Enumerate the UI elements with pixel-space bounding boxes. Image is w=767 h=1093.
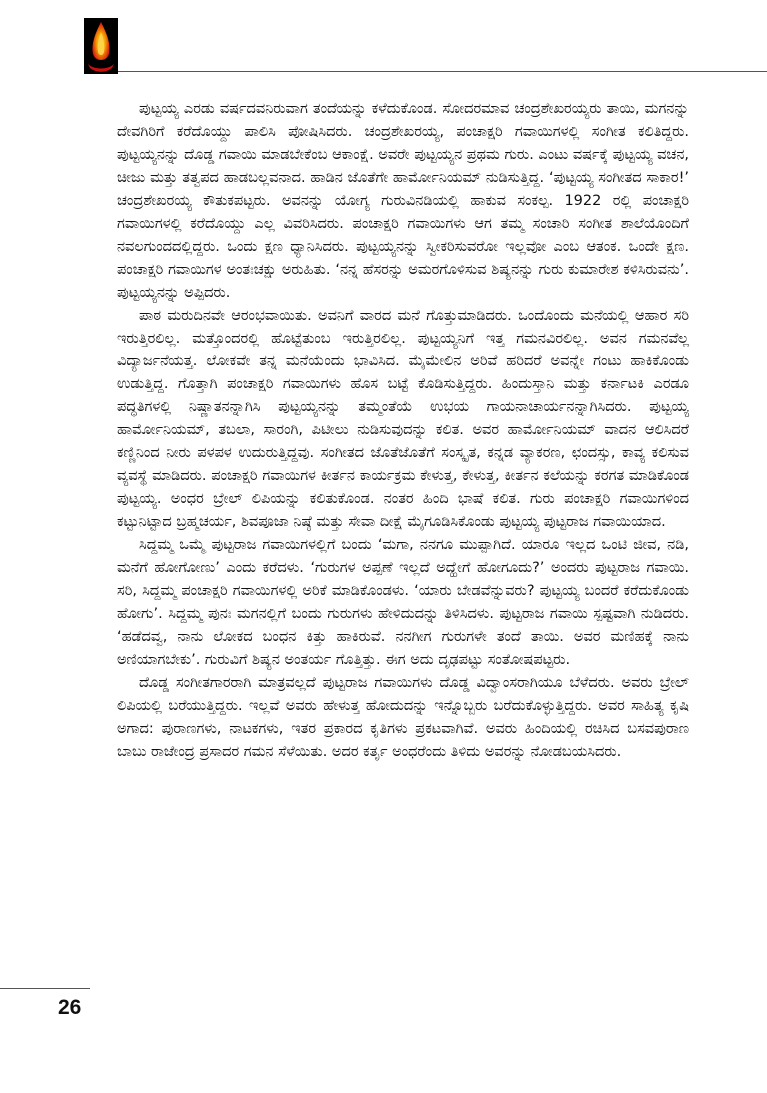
- oil-lamp-flame-logo: [84, 18, 118, 74]
- body-text: [117, 98, 689, 764]
- footer-rule: [0, 988, 90, 989]
- page-number: 26: [58, 996, 82, 1019]
- paragraph: ಪಾಠ ಮರುದಿನವೇ ಆರಂಭವಾಯಿತು. ಅವನಿಗೆ ವಾರದ ಮನೆ ಗೊತ್ತುಮಾಡಿದರು. ಒಂದೊಂದು ಮನೆಯಲ್ಲಿ ಆಹಾರ ಸರಿ ಇರುತ್ತಿರಲಿಲ್ಲ. ಮತ್ತೊಂದರಲ್ಲಿ ಹೊಟ್ಟೆತುಂಬ ಇರುತ್ತಿರಲಿಲ್ಲ. ಪುಟ್ಟಯ್ಯನಿಗೆ ಇತ್ತ ಗಮನವಿರಲಿಲ್ಲ. ಅವನ ಗಮನವೆಲ್ಲ ವಿದ್ಯಾರ್ಜನೆಯತ್ತ. ಲೋಕವೇ ತನ್ನ ಮನೆಯೆಂದು ಭಾವಿಸಿದ. ಮೈಮೇಲಿನ ಅರಿವೆ ಹರಿದರೆ ಅವನ್ನೇ ಗಂಟು ಹಾಕಿಕೊಂಡು ಉಡುತ್ತಿದ್ದ. ಗೊತ್ತಾಗಿ ಪಂಚಾಕ್ಷರಿ ಗವಾಯಿಗಳು ಹೊಸ ಬಟ್ಟೆ ಕೊಡಿಸುತ್ತಿದ್ದರು. ಹಿಂದುಸ್ತಾನಿ ಮತ್ತು ಕರ್ನಾಟಕಿ ಎರಡೂ ಪದ್ಧತಿಗಳಲ್ಲಿ ನಿಷ್ಣಾತನನ್ನಾಗಿಸಿ ಪುಟ್ಟಯ್ಯನನ್ನು ತಮ್ಮಂತೆಯೆ ಉಭಯ ಗಾಯನಾಚಾರ್ಯನನ್ನಾಗಿಸಿದರು. ಪುಟ್ಟಯ್ಯ ಹಾರ್ಮೋನಿಯಮ್, ತಬಲಾ, ಸಾರಂಗಿ, ಪಿಟೀಲು ನುಡಿಸುವುದನ್ನು ಕಲಿತ. ಅವರ ಹಾರ್ಮೋನಿಯಮ್ ವಾದನ ಆಲಿಸಿದರೆ ಕಣ್ಣಿನಿಂದ ನೀರು ಪಳಪಳ ಉದುರುತ್ತಿದ್ದವು. ಸಂಗೀತದ ಜೊತೆಜೊತೆಗೆ ಸಂಸ್ಕೃತ, ಕನ್ನಡ ವ್ಯಾಕರಣ, ಛಂದಸ್ಸು, ಕಾವ್ಯ ಕಲಿಸುವ ವ್ಯವಸ್ಥೆ ಮಾಡಿದರು. ಪಂಚಾಕ್ಷರಿ ಗವಾಯಿಗಳ ಕೀರ್ತನ ಕಾರ್ಯಕ್ರಮ ಕೇಳುತ್ತ, ಕೇಳುತ್ತ, ಕೀರ್ತನ ಕಲೆಯನ್ನು ಕರಗತ ಮಾಡಿಕೊಂಡ ಪುಟ್ಟಯ್ಯ. ಅಂಧರ ಬ್ರೇಲ್ ಲಿಪಿಯನ್ನು ಕಲಿತುಕೊಂಡ. ನಂತರ ಹಿಂದಿ ಭಾಷೆ ಕಲಿತ. ಗುರು ಪಂಚಾಕ್ಷರಿ ಗವಾಯಿಗಳಿಂದ ಕಟ್ಟುನಿಟ್ಟಾದ ಬ್ರಹ್ಮಚರ್ಯ, ಶಿವಪೂಜಾ ನಿಷ್ಠೆ ಮತ್ತು ಸೇವಾ ದೀಕ್ಷೆ ಮೈಗೂಡಿಸಿಕೊಂಡು ಪುಟ್ಟಯ್ಯ ಪುಟ್ಟರಾಜ ಗವಾಯಿಯಾದ.: [117, 307, 689, 531]
- paragraph: ದೊಡ್ಡ ಸಂಗೀತಗಾರರಾಗಿ ಮಾತ್ರವಲ್ಲದೆ ಪುಟ್ಟರಾಜ ಗವಾಯಿಗಳು ದೊಡ್ಡ ವಿದ್ವಾಂಸರಾಗಿಯೂ ಬೆಳೆದರು. ಅವರು ಬ್ರೇಲ್ ಲಿಪಿಯಲ್ಲಿ ಬರೆಯುತ್ತಿದ್ದರು. ಇಲ್ಲವೆ ಅವರು ಹೇಳುತ್ತ ಹೋದುದನ್ನು ಇನ್ನೊಬ್ಬರು ಬರೆದುಕೊಳ್ಳುತ್ತಿದ್ದರು. ಅವರ ಸಾಹಿತ್ಯ ಕೃಷಿ ಅಗಾದ: ಪುರಾಣಗಳು, ನಾಟಕಗಳು, ಇತರ ಪ್ರಕಾರದ ಕೃತಿಗಳು ಪ್ರಕಟವಾಗಿವೆ. ಅವರು ಹಿಂದಿಯಲ್ಲಿ ರಚಿಸಿದ ಬಸವಪುರಾಣ ಬಾಬು ರಾಜೇಂದ್ರ ಪ್ರಸಾದರ ಗಮನ ಸೆಳೆಯಿತು. ಅದರ ಕರ್ತೃ ಅಂಧರೆಂದು ತಿಳಿದು ಅವರನ್ನು ನೋಡಬಯಸಿದರು.: [117, 674, 689, 760]
- header-rule: [118, 71, 767, 72]
- paragraph: ಪುಟ್ಟಯ್ಯ ಎರಡು ವರ್ಷದವನಿರುವಾಗ ತಂದೆಯನ್ನು ಕಳೆದುಕೊಂಡ. ಸೋದರಮಾವ ಚಂದ್ರಶೇಖರಯ್ಯರು ತಾಯಿ, ಮಗನನ್ನು ದೇವಗಿರಿಗೆ ಕರೆದೊಯ್ದು ಪಾಲಿಸಿ ಪೋಷಿಸಿದರು. ಚಂದ್ರಶೇಖರಯ್ಯ, ಪಂಚಾಕ್ಷರಿ ಗವಾಯಿಗಳಲ್ಲಿ ಸಂಗೀತ ಕಲಿತಿದ್ದರು. ಪುಟ್ಟಯ್ಯನನ್ನು ದೊಡ್ಡ ಗವಾಯಿ ಮಾಡಬೇಕೆಂಬ ಆಕಾಂಕ್ಷೆ. ಅವರೇ ಪುಟ್ಟಯ್ಯನ ಪ್ರಥಮ ಗುರು. ಎಂಟು ವರ್ಷಕ್ಕೆ ಪುಟ್ಟಯ್ಯ ವಚನ, ಚೀಜು ಮತ್ತು ತತ್ವಪದ ಹಾಡಬಲ್ಲವನಾದ. ಹಾಡಿನ ಜೊತೆಗೇ ಹಾರ್ಮೋನಿಯಮ್ ನುಡಿಸುತ್ತಿದ್ದ. ‘ಪುಟ್ಟಯ್ಯ ಸಂಗೀತದ ಸಾಕಾರ!’ ಚಂದ್ರಶೇಖರಯ್ಯ ಕೌತುಕಪಟ್ಟರು. ಅವನನ್ನು ಯೋಗ್ಯ ಗುರುವಿನಡಿಯಲ್ಲಿ ಹಾಕುವ ಸಂಕಲ್ಪ. 1922 ರಲ್ಲಿ ಪಂಚಾಕ್ಷರಿ ಗವಾಯಿಗಳಲ್ಲಿ ಕರೆದೊಯ್ದು ಎಲ್ಲ ವಿವರಿಸಿದರು. ಪಂಚಾಕ್ಷರಿ ಗವಾಯಿಗಳು ಆಗ ತಮ್ಮ ಸಂಚಾರಿ ಸಂಗೀತ ಶಾಲೆಯೊಂದಿಗೆ ನವಲಗುಂದದಲ್ಲಿದ್ದರು. ಒಂದು ಕ್ಷಣ ಧ್ಯಾನಿಸಿದರು. ಪುಟ್ಟಯ್ಯನನ್ನು ಸ್ವೀಕರಿಸುವರೋ ಇಲ್ಲವೋ ಎಂಬ ಆತಂಕ. ಒಂದೇ ಕ್ಷಣ. ಪಂಚಾಕ್ಷರಿ ಗವಾಯಿಗಳ ಅಂತಃಚಕ್ಷು ಅರುಹಿತು. ‘ನನ್ನ ಹೆಸರನ್ನು ಅಮರಗೊಳಿಸುವ ಶಿಷ್ಯನನ್ನು ಗುರು ಕುಮಾರೇಶ ಕಳಿಸಿರುವನು’. ಪುಟ್ಟಯ್ಯನನ್ನು ಅಪ್ಪಿದರು.: [117, 101, 689, 301]
- paragraph: ಸಿದ್ದಮ್ಮ ಒಮ್ಮೆ ಪುಟ್ಟರಾಜ ಗವಾಯಿಗಳಲ್ಲಿಗೆ ಬಂದು ‘ಮಗಾ, ನನಗೂ ಮುಪ್ಪಾಗಿದೆ. ಯಾರೂ ಇಲ್ಲದ ಒಂಟಿ ಜೀವ, ನಡಿ, ಮನೆಗೆ ಹೋಗೋಣು’ ಎಂದು ಕರೆದಳು. ‘ಗುರುಗಳ ಅಪ್ಪಣೆ ಇಲ್ಲದೆ ಅದ್ಹೇಗೆ ಹೋಗೂದು?’ ಅಂದರು ಪುಟ್ಟರಾಜ ಗವಾಯಿ. ಸರಿ, ಸಿದ್ದಮ್ಮ ಪಂಚಾಕ್ಷರಿ ಗವಾಯಿಗಳಲ್ಲಿ ಅರಿಕೆ ಮಾಡಿಕೊಂಡಳು. ‘ಯಾರು ಬೇಡವೆನ್ನುವರು? ಪುಟ್ಟಯ್ಯ ಬಂದರೆ ಕರೆದುಕೊಂಡು ಹೋಗು’. ಸಿದ್ದಮ್ಮ ಪುನಃ ಮಗನಲ್ಲಿಗೆ ಬಂದು ಗುರುಗಳು ಹೇಳಿದುದನ್ನು ತಿಳಿಸಿದಳು. ಪುಟ್ಟರಾಜ ಗವಾಯಿ ಸ್ಪಷ್ಟವಾಗಿ ನುಡಿದರು. ‘ಹಡೆದವ್ವ, ನಾನು ಲೋಕದ ಬಂಧನ ಕಿತ್ತು ಹಾಕಿರುವೆ. ನನಗೀಗ ಗುರುಗಳೇ ತಂದೆ ತಾಯಿ. ಅವರ ಮಣಿಹಕ್ಕೆ ನಾನು ಅಣಿಯಾಗಬೇಕು’. ಗುರುವಿಗೆ ಶಿಷ್ಯನ ಅಂತರ್ಯ ಗೊತ್ತಿತ್ತು. ಈಗ ಅದು ದೃಢಪಟ್ಟು ಸಂತೋಷಪಟ್ಟರು.: [117, 537, 689, 668]
- flame-icon: [84, 18, 118, 74]
